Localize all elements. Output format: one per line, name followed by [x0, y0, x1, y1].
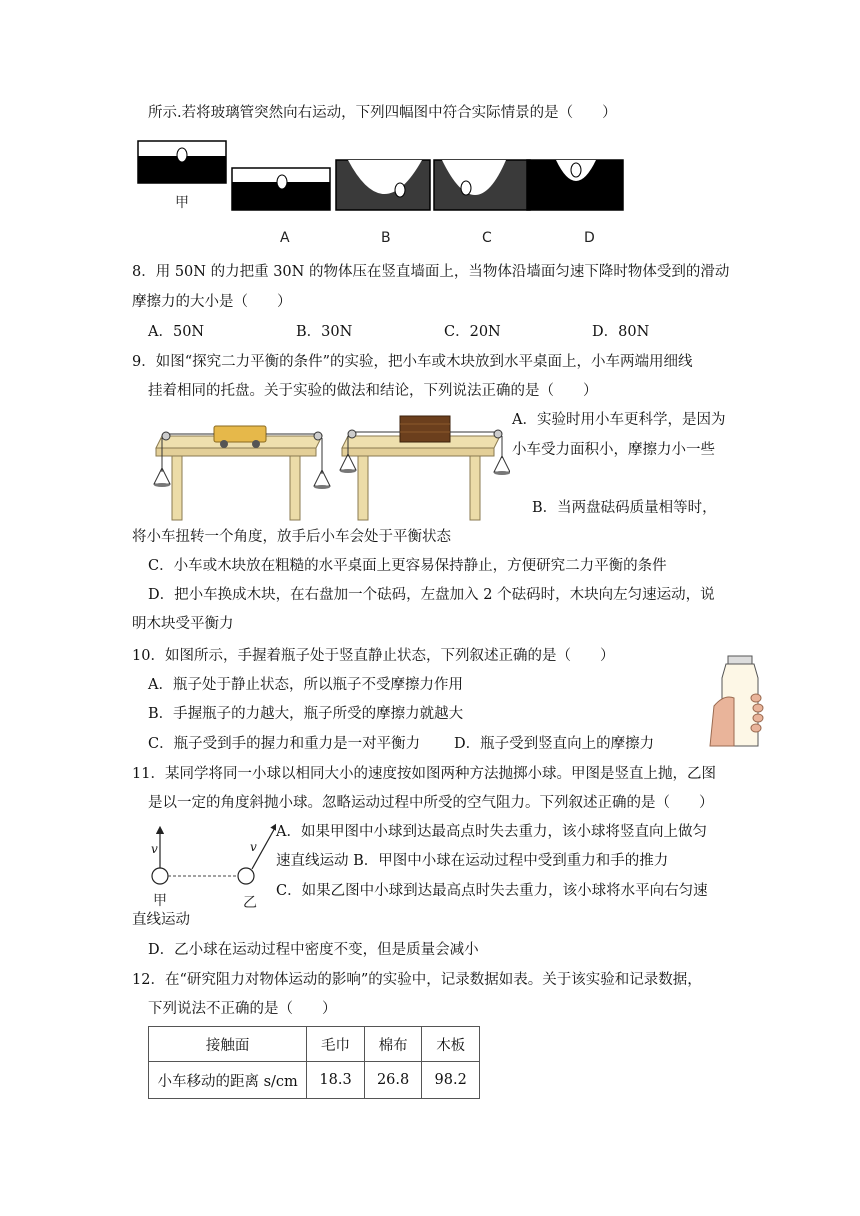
q9-option-a-line2: 小车受力面积小，摩擦力小一些: [512, 442, 715, 458]
q11-option-a-line2: 速直线运动 B．甲图中小球在运动过程中受到重力和手的推力: [276, 853, 669, 869]
q10-stem: 10．如图所示，手握着瓶子处于竖直静止状态，下列叙述正确的是（ ）: [132, 648, 615, 664]
q8-option-a: A．50N: [148, 324, 205, 340]
q9-option-b-line2: 将小车扭转一个角度，放手后小车会处于平衡状态: [132, 529, 451, 545]
q10-option-d: D．瓶子受到竖直向上的摩擦力: [454, 736, 655, 752]
q12-stem-line2: 下列说法不正确的是（ ）: [148, 1001, 337, 1017]
table-row: [149, 1062, 480, 1099]
velocity-label-left: v: [151, 842, 158, 856]
q10-option-b: B．手握瓶子的力越大，瓶子所受的摩擦力就越大: [148, 706, 464, 722]
q11-stem-line1: 11．某同学将同一小球以相同大小的速度按如图两种方法抛掷小球。甲图是竖直上抛，乙图: [132, 766, 716, 782]
q8-stem-line1: 8．用 50N 的力把重 30N 的物体压在竖直墙面上，当物体沿墙面匀速下降时物体受到的滑动: [132, 264, 730, 280]
q9-option-d-line1: D．把小车换成木块，在右盘加一个砝码，左盘加入 2 个砝码时，木块向左匀速运动，说: [148, 587, 715, 603]
table-cell: 小车移动的距离 s/cm: [149, 1062, 307, 1099]
q8-option-d: D．80N: [592, 324, 650, 340]
q9-apparatus-figure: [148, 412, 510, 524]
figure-label-b: B: [381, 230, 391, 246]
figure-label-a: A: [280, 230, 290, 246]
q9-option-d-line2: 明木块受平衡力: [132, 616, 234, 632]
table-header-cell: 接触面: [149, 1027, 307, 1062]
tube-figure-d: [526, 158, 626, 214]
q10-option-c: C．瓶子受到手的握力和重力是一对平衡力: [148, 736, 421, 752]
q11-option-c-line2: 直线运动: [132, 912, 190, 928]
q11-option-c-line1: C．如果乙图中小球到达最高点时失去重力，该小球将水平向右匀速: [276, 883, 708, 899]
q12-stem-line1: 12．在“研究阻力对物体运动的影响”的实验中，记录数据如表。关于该实验和记录数据，: [132, 972, 702, 988]
table-header-cell: 木板: [422, 1027, 480, 1062]
q9-option-c: C．小车或木块放在粗糙的水平桌面上更容易保持静止，方便研究二力平衡的条件: [148, 558, 667, 574]
table-with-block: [340, 416, 510, 520]
table-cell: 26.8: [364, 1062, 422, 1099]
q9-option-a-line1: A．实验时用小车更科学，是因为: [512, 412, 726, 428]
tube-figure-a: [232, 168, 330, 210]
table-header-row: [149, 1027, 480, 1062]
table-header-cell: 棉布: [364, 1027, 422, 1062]
q9-option-b-line1: B．当两盘砝码质量相等时，: [532, 500, 717, 516]
q11-option-d: D．乙小球在运动过程中密度不变，但是质量会减小: [148, 942, 479, 958]
velocity-label-right: v: [250, 840, 257, 854]
figure-label-d: D: [584, 230, 595, 246]
q9-stem-line2: 挂着相同的托盘。关于实验的做法和结论，下列说法正确的是（ ）: [148, 383, 598, 399]
hand-holding-bottle-figure: [704, 654, 764, 750]
table-header-cell: 毛巾: [307, 1027, 365, 1062]
ball-yi: [238, 868, 254, 884]
tube-figure-c: [434, 160, 530, 210]
table-with-cart: [154, 426, 330, 520]
ball-jia: [152, 868, 168, 884]
tube-figure-jia: [138, 141, 226, 183]
figure-label-jia: 甲: [175, 195, 189, 211]
table-cell: 98.2: [422, 1062, 480, 1099]
figure-label-jia-q11: 甲: [153, 893, 167, 909]
tube-figure-b: [336, 160, 430, 210]
q11-stem-line2: 是以一定的角度斜抛小球。忽略运动过程中所受的空气阻力。下列叙述正确的是（ ）: [148, 795, 714, 811]
q7-figures: [136, 138, 536, 248]
q9-stem-line1: 9．如图“探究二力平衡的条件”的实验，把小车或木块放到水平桌面上，小车两端用细线: [132, 354, 693, 370]
q8-stem-line2: 摩擦力的大小是（ ）: [132, 294, 292, 310]
table-cell: 18.3: [307, 1062, 365, 1099]
figure-label-c: C: [482, 230, 492, 246]
q11-option-a-line1: A．如果甲图中小球到达最高点时失去重力，该小球将竖直向上做匀: [276, 824, 707, 840]
q10-option-a: A．瓶子处于静止状态，所以瓶子不受摩擦力作用: [148, 677, 463, 693]
figure-label-yi-q11: 乙: [243, 895, 257, 911]
q7-stem-tail: 所示.若将玻璃管突然向右运动，下列四幅图中符合实际情景的是（ ）: [148, 105, 617, 121]
results-table: [148, 1026, 480, 1099]
q8-option-b: B．30N: [296, 324, 353, 340]
q8-option-c: C．20N: [444, 324, 501, 340]
